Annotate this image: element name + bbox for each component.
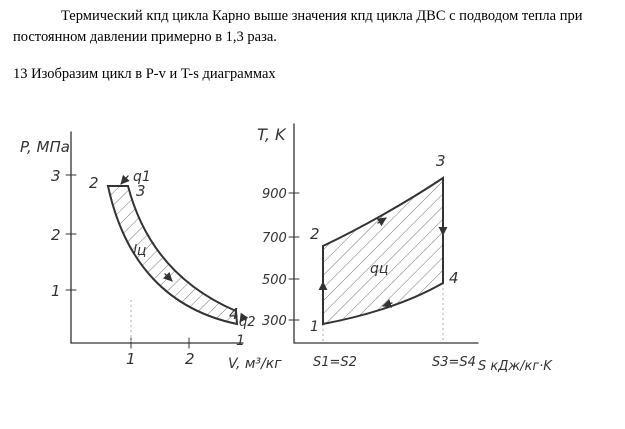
ts-x-axis-label: S кДж/кг·K [478,359,552,374]
ts-x-tick-s3: S3=S4 [432,355,476,370]
ts-x-tick-s1: S1=S2 [313,355,357,370]
pv-point-2: 2 [89,174,99,192]
pv-point-4: 4 [229,305,239,323]
ts-work-label: qц [370,261,389,277]
paragraph-diagrams-heading: 13 Изобразим цикл в P-v и T-s диаграммах [13,66,276,82]
pv-y-tick-1: 1 [51,282,61,300]
pv-heat-out-label: q2 [239,315,256,330]
ts-point-2: 2 [310,225,320,243]
pv-work-label: lц [133,243,147,259]
pv-heat-in-label: q1 [133,169,151,185]
pv-point-1: 1 [236,333,245,349]
paragraph-efficiency: Термический кпд цикла Карно выше значения кпд цикла ДВС с подводом тепла при постоянном давлении примерно в 1,3 раза. [13,8,583,45]
pv-cycle-area [108,186,237,324]
pv-point-3: 3 [136,182,146,200]
ts-y-tick-500: 500 [262,273,287,288]
ts-point-3: 3 [436,152,446,170]
ts-y-tick-700: 700 [262,231,287,246]
ts-point-1: 1 [310,319,319,335]
ts-y-axis-label: T, K [257,125,286,144]
pv-heat-in-arrow [121,176,128,184]
pv-y-axis-label: P, МПа [20,138,70,156]
pv-diagram [20,132,282,372]
pv-x-axis-label: V, м³/кг [228,356,282,372]
pv-y-tick-2: 2 [51,226,61,244]
cycle-diagrams-figure [0,95,625,429]
ts-point-4: 4 [449,269,459,287]
ts-cycle-area [323,178,443,324]
pv-x-tick-2: 2 [185,350,195,368]
pv-x-tick-1: 1 [126,350,136,368]
ts-y-tick-900: 900 [262,187,287,202]
pv-y-tick-3: 3 [51,167,61,185]
ts-y-tick-300: 300 [262,314,287,329]
ts-diagram [257,124,553,374]
